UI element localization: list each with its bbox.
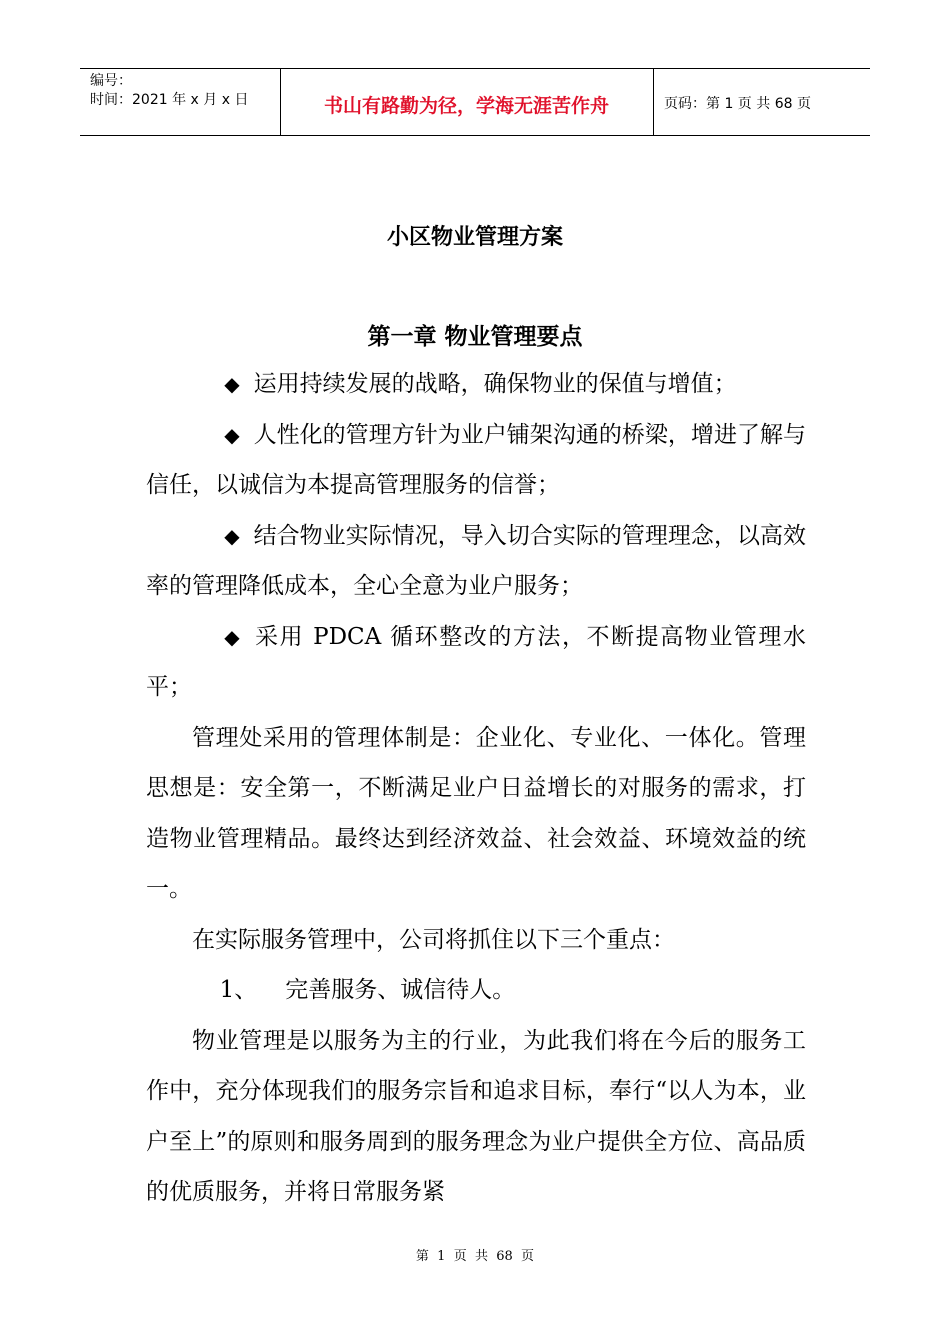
- document-title: 小区物业管理方案: [386, 225, 563, 250]
- diamond-bullet-icon: ◆: [224, 372, 240, 396]
- document-number-label: 编号：: [90, 73, 132, 89]
- numbered-heading-text: 完善服务、诚信待人。: [285, 977, 516, 1003]
- header-meta: [90, 72, 248, 110]
- list-number: 1、: [219, 977, 258, 1003]
- diamond-bullet-icon: ◆: [224, 523, 240, 548]
- bullet-item: [146, 410, 806, 511]
- header-divider: [653, 69, 654, 135]
- bullet-item: [146, 511, 806, 612]
- diamond-bullet-icon: ◆: [224, 422, 240, 447]
- bullet-text: 运用持续发展的战略，确保物业的保值与增值；: [253, 371, 737, 397]
- bullet-text: 采用 PDCA 循环整改的方法，不断提高物业管理水平；: [146, 623, 806, 700]
- page-header: [80, 68, 870, 136]
- header-motto: 书山有路勤为径，学海无涯苦作舟: [323, 95, 609, 117]
- document-date: 时间：2021 年 x 月 x 日: [90, 92, 249, 108]
- bullet-item: [146, 359, 806, 410]
- header-page-info: 页码：第 1 页 共 68 页: [664, 96, 811, 112]
- chapter-heading: 第一章 物业管理要点: [367, 324, 583, 350]
- bullet-item: [146, 612, 806, 713]
- page-footer: 第 1 页 共 68 页: [415, 1249, 535, 1264]
- paragraph-focus-intro: 在实际服务管理中，公司将抓住以下三个重点：: [192, 926, 675, 953]
- bullet-text: 人性化的管理方针为业户铺架沟通的桥梁，增进了解与信任，以诚信为本提高管理服务的信誉；: [146, 421, 806, 498]
- document-body: [146, 359, 806, 1218]
- bullet-text: 结合物业实际情况，导入切合实际的管理理念，以高效率的管理降低成本，全心全意为业户服务；: [146, 522, 806, 599]
- paragraph-service: 物业管理是以服务为主的行业，为此我们将在今后的服务工作中，充分体现我们的服务宗旨和追求目标，奉行“以人为本，业户至上”的原则和服务周到的服务理念为业户提供全方位、高品质的优质服务，并将日常服务紧: [146, 1027, 806, 1205]
- numbered-heading: [146, 965, 806, 1016]
- diamond-bullet-icon: ◆: [224, 624, 242, 649]
- paragraph-management-system: 管理处采用的管理体制是：企业化、专业化、一体化。管理思想是：安全第一，不断满足业户日益增长的对服务的需求，打造物业管理精品。最终达到经济效益、社会效益、环境效益的统一。: [146, 724, 806, 902]
